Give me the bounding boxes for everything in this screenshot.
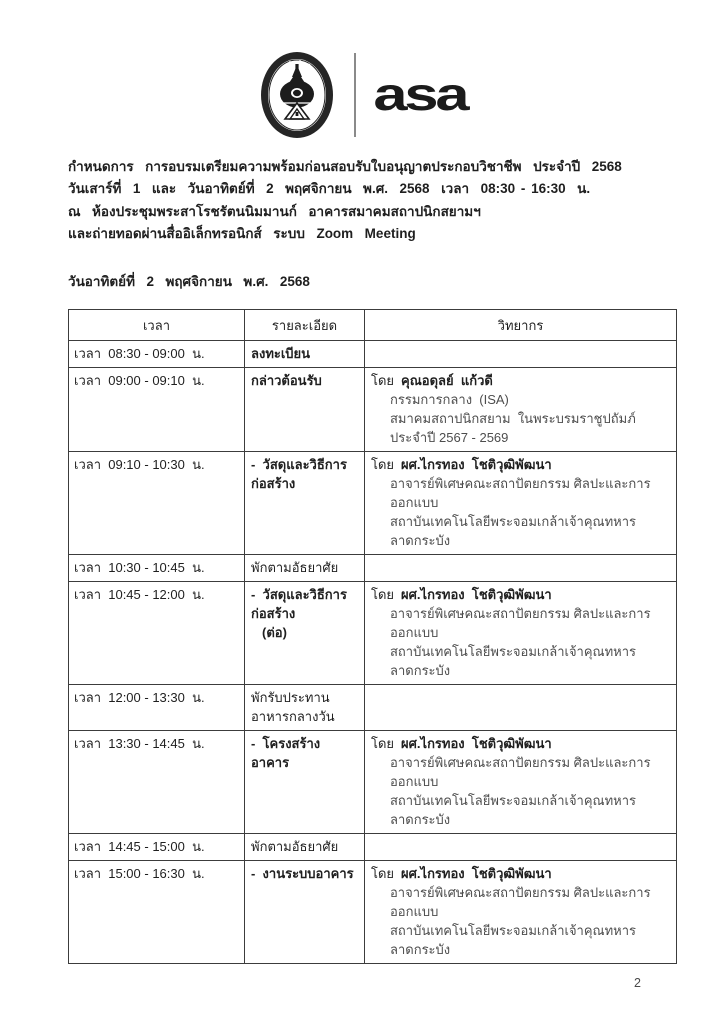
speaker-line <box>371 455 670 474</box>
speaker-affiliation-line: อาจารย์พิเศษคณะสถาปัตยกรรม ศิลปะและการออกแบบ <box>390 475 651 510</box>
table-row <box>69 860 677 963</box>
speaker-affiliation-line: อาจารย์พิเศษคณะสถาปัตยกรรม ศิลปะและการออกแบบ <box>390 754 651 789</box>
detail-cell <box>245 833 365 860</box>
detail-line: พักตามอัธยาศัย <box>251 559 339 575</box>
table-row <box>69 730 677 833</box>
logo-divider <box>354 53 356 137</box>
detail-line: - วัสดุและวิธีการก่อสร้าง <box>251 456 347 491</box>
speaker-affiliation-line: สถาบันเทคโนโลยีพระจอมเกล้าเจ้าคุณทหารลาดกระบัง <box>390 643 637 678</box>
asa-logo-text: asa <box>373 68 467 121</box>
speaker-cell <box>365 730 677 833</box>
table-row <box>69 684 677 730</box>
speaker-line <box>371 734 670 753</box>
speaker-affiliation-line: สมาคมสถาปนิกสยาม ในพระบรมราชูปถัมภ์ <box>390 410 636 426</box>
table-row <box>69 340 677 367</box>
speaker-name: ผศ.ไกรทอง โชติวุฒิพัฒนา <box>401 865 552 881</box>
detail-line: - วัสดุและวิธีการก่อสร้าง <box>251 586 347 621</box>
schedule-table-body <box>69 340 677 963</box>
detail-line: - งานระบบอาคาร <box>251 865 354 881</box>
asa-seal-icon <box>260 51 334 139</box>
speaker-cell <box>365 860 677 963</box>
table-header-row <box>69 309 677 340</box>
time-cell: เวลา 12:00 - 13:30 น. <box>69 684 245 730</box>
speaker-line <box>371 864 670 883</box>
detail-cell <box>245 340 365 367</box>
logo-row <box>0 0 724 140</box>
day-section-title: วันอาทิตย์ที่ 2 พฤศจิกายน พ.ศ. 2568 <box>68 273 310 289</box>
speaker-line <box>371 585 670 604</box>
header-line-venue: ณ ห้องประชุมพระสาโรชรัตนนิมมานก์ อาคารสมาคมสถาปนิกสยามฯ <box>68 203 481 219</box>
speaker-name: ผศ.ไกรทอง โชติวุฒิพัฒนา <box>401 586 552 602</box>
table-row <box>69 581 677 684</box>
detail-cell <box>245 554 365 581</box>
speaker-cell <box>365 367 677 451</box>
time-cell: เวลา 10:30 - 10:45 น. <box>69 554 245 581</box>
speaker-prefix: โดย <box>371 586 395 602</box>
speaker-name: ผศ.ไกรทอง โชติวุฒิพัฒนา <box>401 735 552 751</box>
detail-cell <box>245 451 365 554</box>
speaker-affiliation-line: สถาบันเทคโนโลยีพระจอมเกล้าเจ้าคุณทหารลาดกระบัง <box>390 792 637 827</box>
detail-line: พักรับประทานอาหารกลางวัน <box>251 689 335 724</box>
column-header-detail: รายละเอียด <box>245 309 365 340</box>
table-row <box>69 451 677 554</box>
table-row <box>69 554 677 581</box>
time-cell: เวลา 14:45 - 15:00 น. <box>69 833 245 860</box>
detail-line: ลงทะเบียน <box>251 345 311 361</box>
time-cell: เวลา 10:45 - 12:00 น. <box>69 581 245 684</box>
speaker-name: คุณอดุลย์ แก้วดี <box>401 372 493 388</box>
page-number: 2 <box>634 976 641 990</box>
speaker-prefix: โดย <box>371 865 395 881</box>
speaker-affiliation-line: อาจารย์พิเศษคณะสถาปัตยกรรม ศิลปะและการออกแบบ <box>390 884 651 919</box>
time-cell: เวลา 09:10 - 10:30 น. <box>69 451 245 554</box>
speaker-line <box>371 371 670 390</box>
detail-cell <box>245 730 365 833</box>
speaker-cell <box>365 340 677 367</box>
time-cell: เวลา 15:00 - 16:30 น. <box>69 860 245 963</box>
speaker-cell <box>365 554 677 581</box>
speaker-affiliation-line: กรรมการกลาง (ISA) <box>390 391 509 407</box>
detail-cell <box>245 581 365 684</box>
speaker-cell <box>365 833 677 860</box>
detail-cell <box>245 367 365 451</box>
table-row <box>69 367 677 451</box>
detail-line: - โครงสร้างอาคาร <box>251 735 321 770</box>
time-cell: เวลา 09:00 - 09:10 น. <box>69 367 245 451</box>
header-line-dates: วันเสาร์ที่ 1 และ วันอาทิตย์ที่ 2 พฤศจิกายน พ.ศ. 2568 เวลา 08:30 - 16:30 น. <box>68 181 591 197</box>
header-line-title: กำหนดการ การอบรมเตรียมความพร้อมก่อนสอบรับใบอนุญาตประกอบวิชาชีพ ประจำปี 2568 <box>68 159 622 174</box>
speaker-cell <box>365 581 677 684</box>
document-header <box>68 156 668 246</box>
detail-cell <box>245 684 365 730</box>
column-header-time: เวลา <box>69 309 245 340</box>
detail-line: (ต่อ) <box>262 624 287 640</box>
speaker-affiliation-line: อาจารย์พิเศษคณะสถาปัตยกรรม ศิลปะและการออกแบบ <box>390 605 651 640</box>
header-line-broadcast: และถ่ายทอดผ่านสื่ออิเล็กทรอนิกส์ ระบบ Zoom Meeting <box>68 226 416 242</box>
time-cell: เวลา 08:30 - 09:00 น. <box>69 340 245 367</box>
time-cell: เวลา 13:30 - 14:45 น. <box>69 730 245 833</box>
detail-line: พักตามอัธยาศัย <box>251 838 339 854</box>
speaker-cell <box>365 684 677 730</box>
speaker-prefix: โดย <box>371 735 395 751</box>
speaker-affiliation-line: ประจำปี 2567 - 2569 <box>390 429 509 445</box>
speaker-affiliation-line: สถาบันเทคโนโลยีพระจอมเกล้าเจ้าคุณทหารลาดกระบัง <box>390 922 637 957</box>
speaker-affiliation-line: สถาบันเทคโนโลยีพระจอมเกล้าเจ้าคุณทหารลาดกระบัง <box>390 513 637 548</box>
table-row <box>69 833 677 860</box>
column-header-speaker: วิทยากร <box>365 309 677 340</box>
schedule-table <box>68 309 677 964</box>
detail-line: กล่าวต้อนรับ <box>251 372 322 388</box>
speaker-name: ผศ.ไกรทอง โชติวุฒิพัฒนา <box>401 456 552 472</box>
speaker-prefix: โดย <box>371 456 395 472</box>
detail-cell <box>245 860 365 963</box>
speaker-cell <box>365 451 677 554</box>
speaker-prefix: โดย <box>371 372 395 388</box>
